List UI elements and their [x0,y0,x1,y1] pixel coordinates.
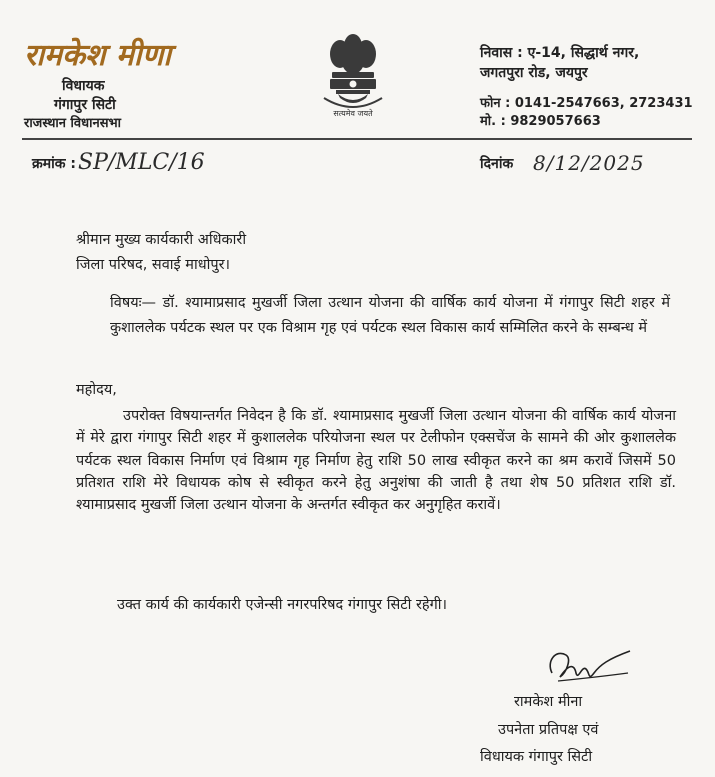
signature [538,643,638,693]
agency-line: उक्त कार्य की कार्यकारी एजेन्सी नगरपरिषद गंगापुर सिटी रहेगी। [117,597,447,613]
addressee-line-1: श्रीमान मुख्य कार्यकारी अधिकारी [76,232,247,248]
letterhead-phone: फोन : 0141-2547663, 2723431 [480,96,693,111]
body-paragraph: उपरोक्त विषयान्तर्गत निवेदन है कि डॉ. श्यामाप्रसाद मुखर्जी जिला उत्थान योजना की वार्षिक कार्य योजना में मेरे द्वारा गंगापुर सिटी शहर में कुशाललेक परियोजना स्थल पर टेलीफोन एक्सचेंज के सामने की ओर कुशाललेक पर्यटक स्थल विकास निर्माण एवं विश्राम गृह निर्माण हेतु राशि 50 लाख स्वीकृत करने का श्रम करावें जिसमें 50 प्रतिशत राशि मेरे विधायक कोष से स्वीकृत करने हेतु अनुशंषा की जाती है तथा शेष 50 प्रतिशत राशि डॉ. श्यामाप्रसाद मुखर्जी जिला उत्थान योजना के अन्तर्गत स्वीकृत कर अनुगृहित करावें। [76,408,676,514]
addressee-line-2: जिला परिषद, सवाई माधोपुर। [76,257,231,273]
letterhead-name: रामकेश मीणा [24,38,172,73]
letterhead-role: विधायक [62,78,105,94]
letterhead-road: जगतपुरा रोड, जयपुर [480,65,588,81]
letterhead-assembly: राजस्थान विधानसभा [24,116,122,131]
date-label: दिनांक [480,156,514,172]
signatory-name: रामकेश मीना [514,694,583,710]
signatory-title-1: उपनेता प्रतिपक्ष एवं [498,722,599,738]
subject: विषयः— डॉ. श्यामाप्रसाद मुखर्जी जिला उत्थान योजना की वार्षिक कार्य योजना में गंगापुर सिटी शहर में कुशाललेक पर्यटक स्थल पर एक विश्राम गृह एवं पर्यटक स्थल विकास कार्य सम्मिलित करने के सम्बन्ध में [110,295,670,336]
signatory-title-2: विधायक गंगापुर सिटी [480,749,593,765]
reference-label: क्रमांक : [32,156,76,172]
reference-number: SP/MLC/16 [78,150,205,175]
letterhead-residence: निवास : ए-14, सिद्धार्थ नगर, [480,45,640,61]
letterhead-divider [22,138,692,140]
date-value: 8/12/2025 [533,151,645,175]
letterhead-city: गंगापुर सिटी [54,97,116,113]
emblem-caption: सत्यमेव जयते [333,109,373,118]
letterhead-mobile: मो. : 9829057663 [480,114,601,129]
salutation: महोदय, [76,382,117,398]
